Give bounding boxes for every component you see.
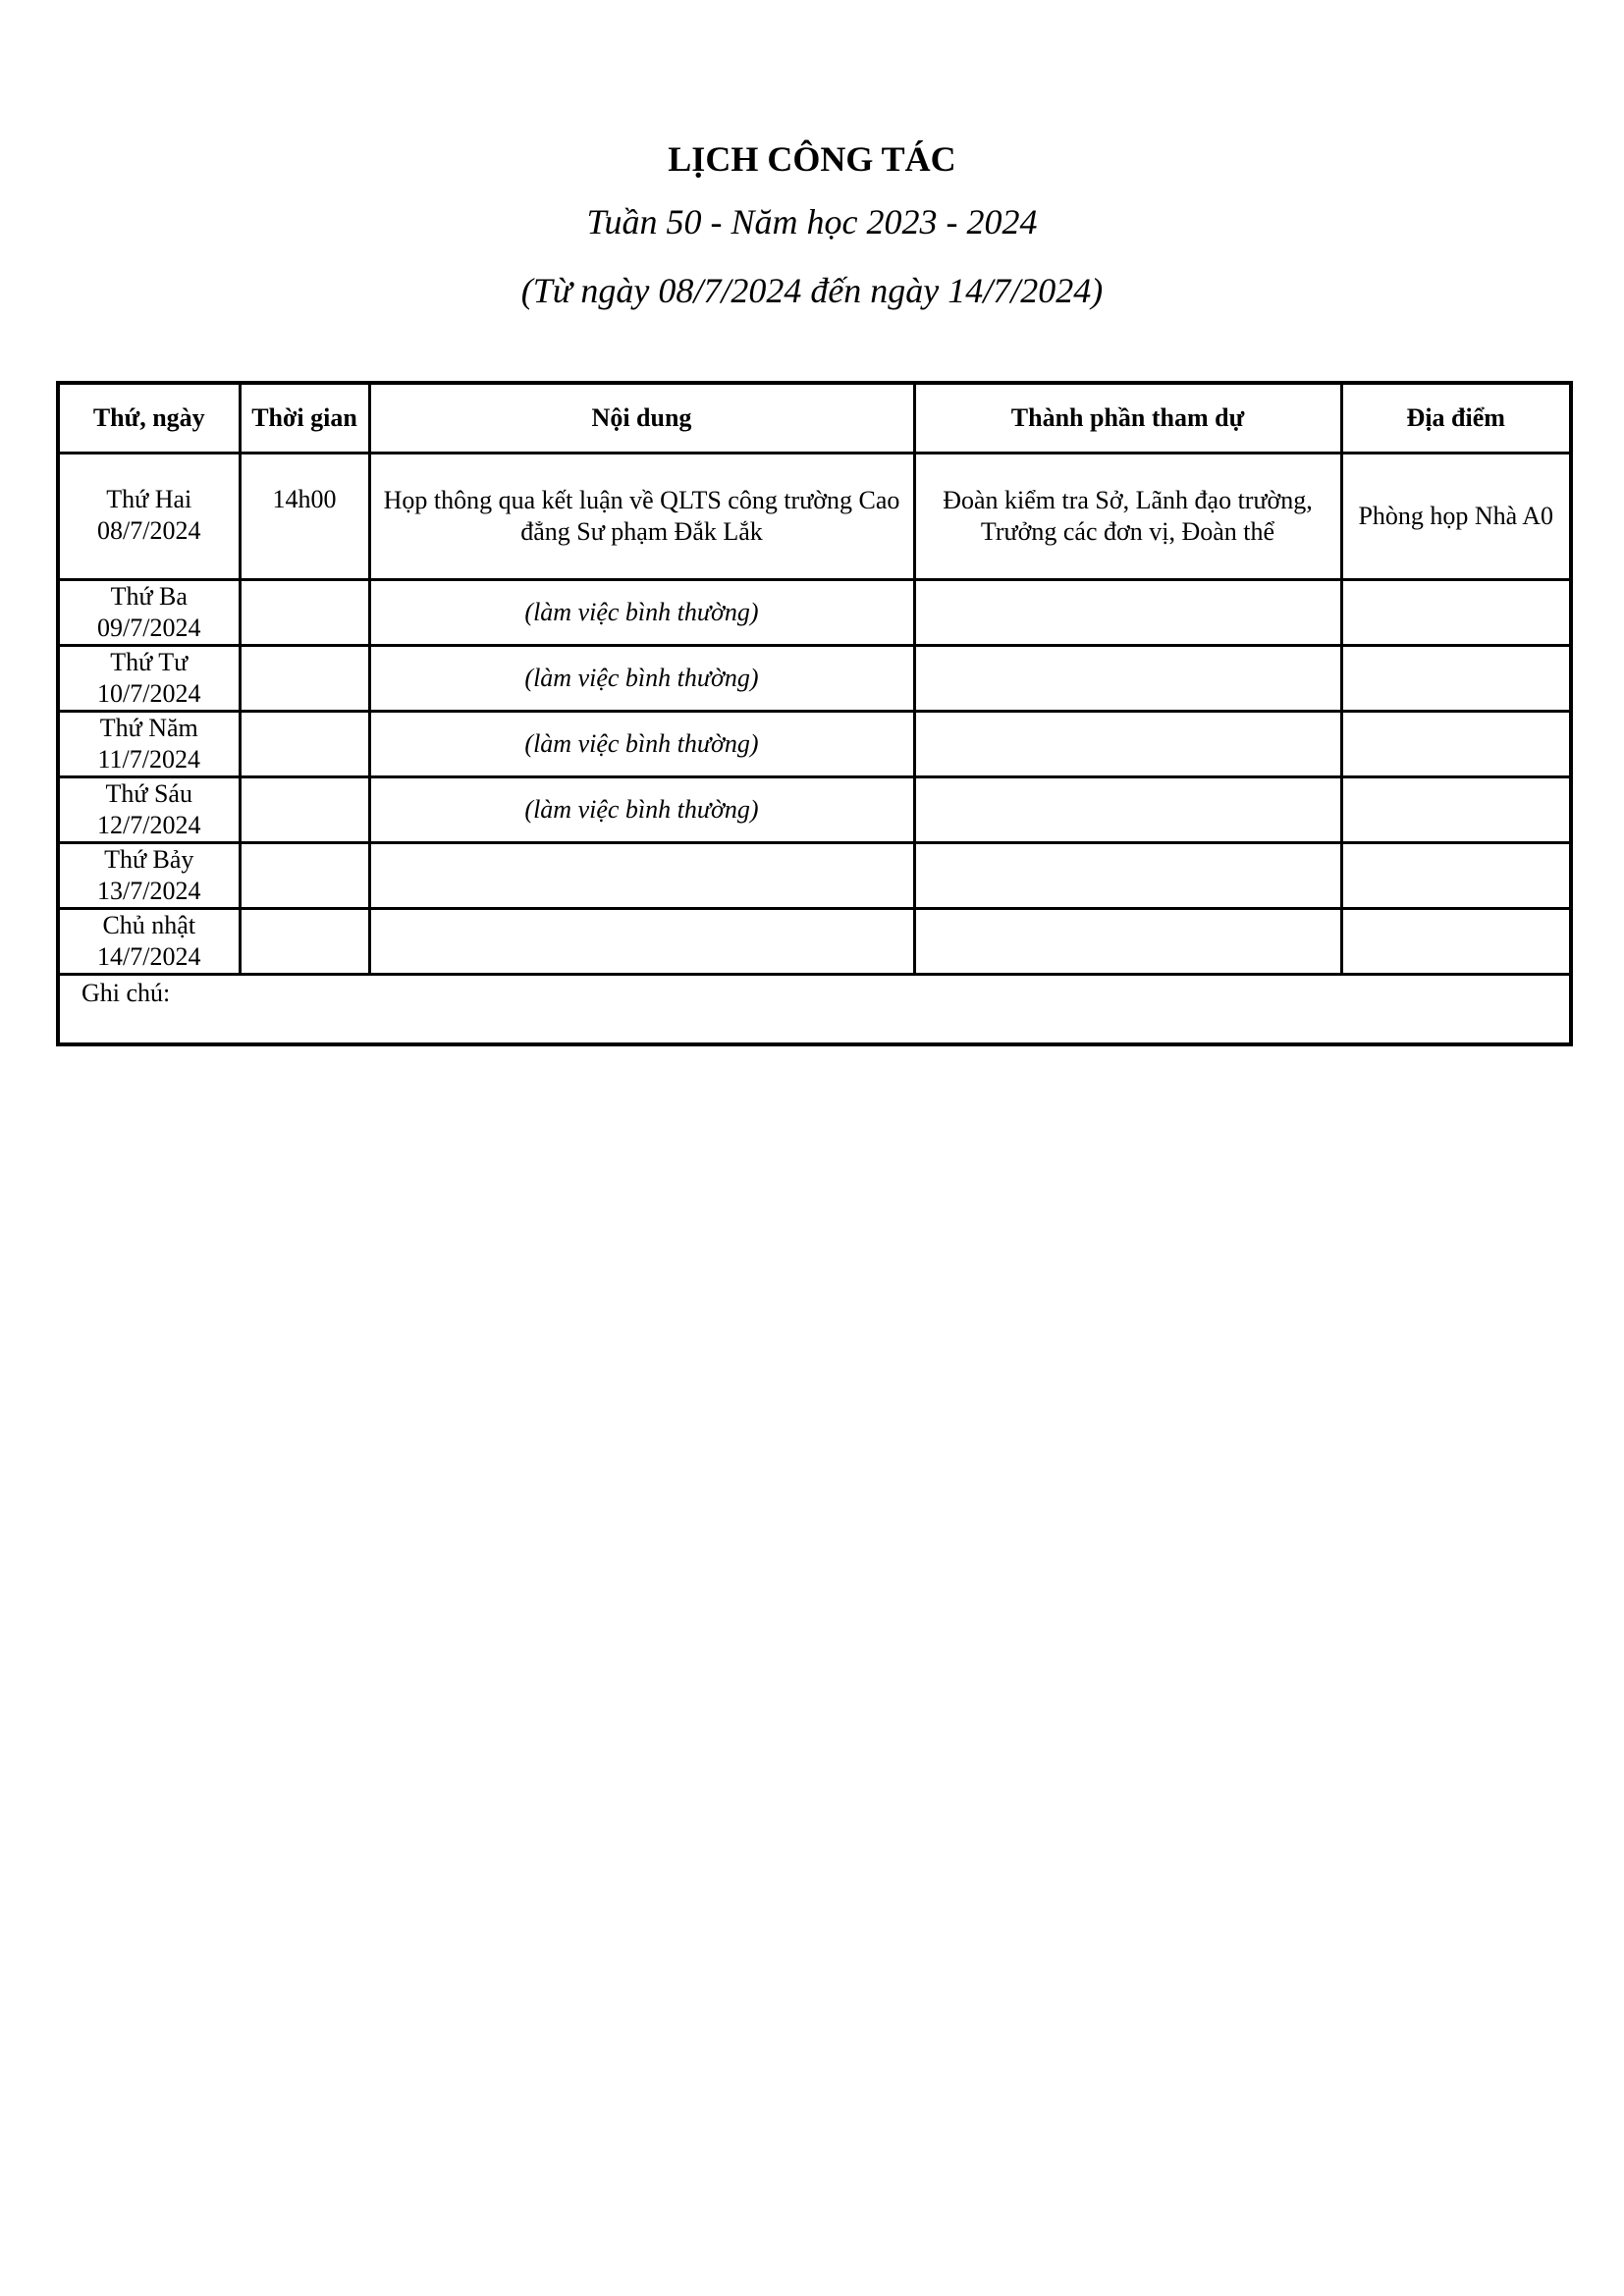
participants-cell <box>914 580 1341 646</box>
day-cell <box>58 843 240 909</box>
day-label: Thứ Năm <box>99 714 198 742</box>
content-cell: (làm việc bình thường) <box>369 712 914 777</box>
column-header-day: Thứ, ngày <box>58 383 240 454</box>
note-cell <box>58 975 1571 1045</box>
day-label: Thứ Bảy <box>104 845 194 874</box>
participants-cell: Đoàn kiểm tra Sở, Lãnh đạo trường, Trưởng các đơn vị, Đoàn thể <box>914 454 1341 580</box>
location-cell <box>1341 646 1571 712</box>
participants-cell <box>914 909 1341 975</box>
time-cell <box>240 843 369 909</box>
time-cell <box>240 646 369 712</box>
participants-cell <box>914 646 1341 712</box>
column-header-participants: Thành phần tham dự <box>914 383 1341 454</box>
content-cell <box>369 909 914 975</box>
day-date: 08/7/2024 <box>97 516 201 545</box>
table-row <box>58 580 1571 646</box>
day-date: 09/7/2024 <box>97 614 201 642</box>
location-cell <box>1341 712 1571 777</box>
column-header-content: Nội dung <box>369 383 914 454</box>
day-cell <box>58 646 240 712</box>
day-cell <box>58 712 240 777</box>
content-cell: (làm việc bình thường) <box>369 646 914 712</box>
time-cell <box>240 580 369 646</box>
table-row <box>58 777 1571 843</box>
day-cell <box>58 580 240 646</box>
location-cell <box>1341 777 1571 843</box>
participants-cell <box>914 777 1341 843</box>
content-cell: (làm việc bình thường) <box>369 777 914 843</box>
day-cell <box>58 454 240 580</box>
day-label: Thứ Sáu <box>105 779 192 808</box>
date-range: (Từ ngày 08/7/2024 đến ngày 14/7/2024) <box>520 271 1104 310</box>
time-cell: 14h00 <box>240 454 369 580</box>
day-label: Thứ Ba <box>110 582 188 611</box>
location-cell <box>1341 843 1571 909</box>
day-cell <box>58 777 240 843</box>
note-row <box>58 975 1571 1045</box>
location-cell <box>1341 580 1571 646</box>
table-row <box>58 712 1571 777</box>
day-label: Thứ Tư <box>110 648 189 676</box>
schedule-table <box>56 381 1573 1046</box>
day-date: 13/7/2024 <box>97 877 201 905</box>
document-title: LỊCH CÔNG TÁC <box>668 139 956 179</box>
participants-cell <box>914 712 1341 777</box>
table-row <box>58 843 1571 909</box>
content-cell: (làm việc bình thường) <box>369 580 914 646</box>
time-cell <box>240 777 369 843</box>
table-row <box>58 909 1571 975</box>
note-label: Ghi chú: <box>81 979 171 1007</box>
day-cell <box>58 909 240 975</box>
location-cell <box>1341 909 1571 975</box>
day-label: Chủ nhật <box>102 911 196 939</box>
day-date: 14/7/2024 <box>97 942 201 971</box>
column-header-location: Địa điểm <box>1341 383 1571 454</box>
column-header-time: Thời gian <box>240 383 369 454</box>
table-row <box>58 646 1571 712</box>
day-date: 11/7/2024 <box>97 745 200 774</box>
week-subtitle: Tuần 50 - Năm học 2023 - 2024 <box>586 202 1038 241</box>
day-label: Thứ Hai <box>106 485 192 513</box>
day-date: 12/7/2024 <box>97 811 201 839</box>
time-cell <box>240 909 369 975</box>
time-cell <box>240 712 369 777</box>
location-cell: Phòng họp Nhà A0 <box>1341 454 1571 580</box>
day-date: 10/7/2024 <box>97 679 201 708</box>
table-header-row <box>58 383 1571 454</box>
participants-cell <box>914 843 1341 909</box>
content-cell: Họp thông qua kết luận về QLTS công trường Cao đẳng Sư phạm Đắk Lắk <box>369 454 914 580</box>
table-row <box>58 454 1571 580</box>
content-cell <box>369 843 914 909</box>
